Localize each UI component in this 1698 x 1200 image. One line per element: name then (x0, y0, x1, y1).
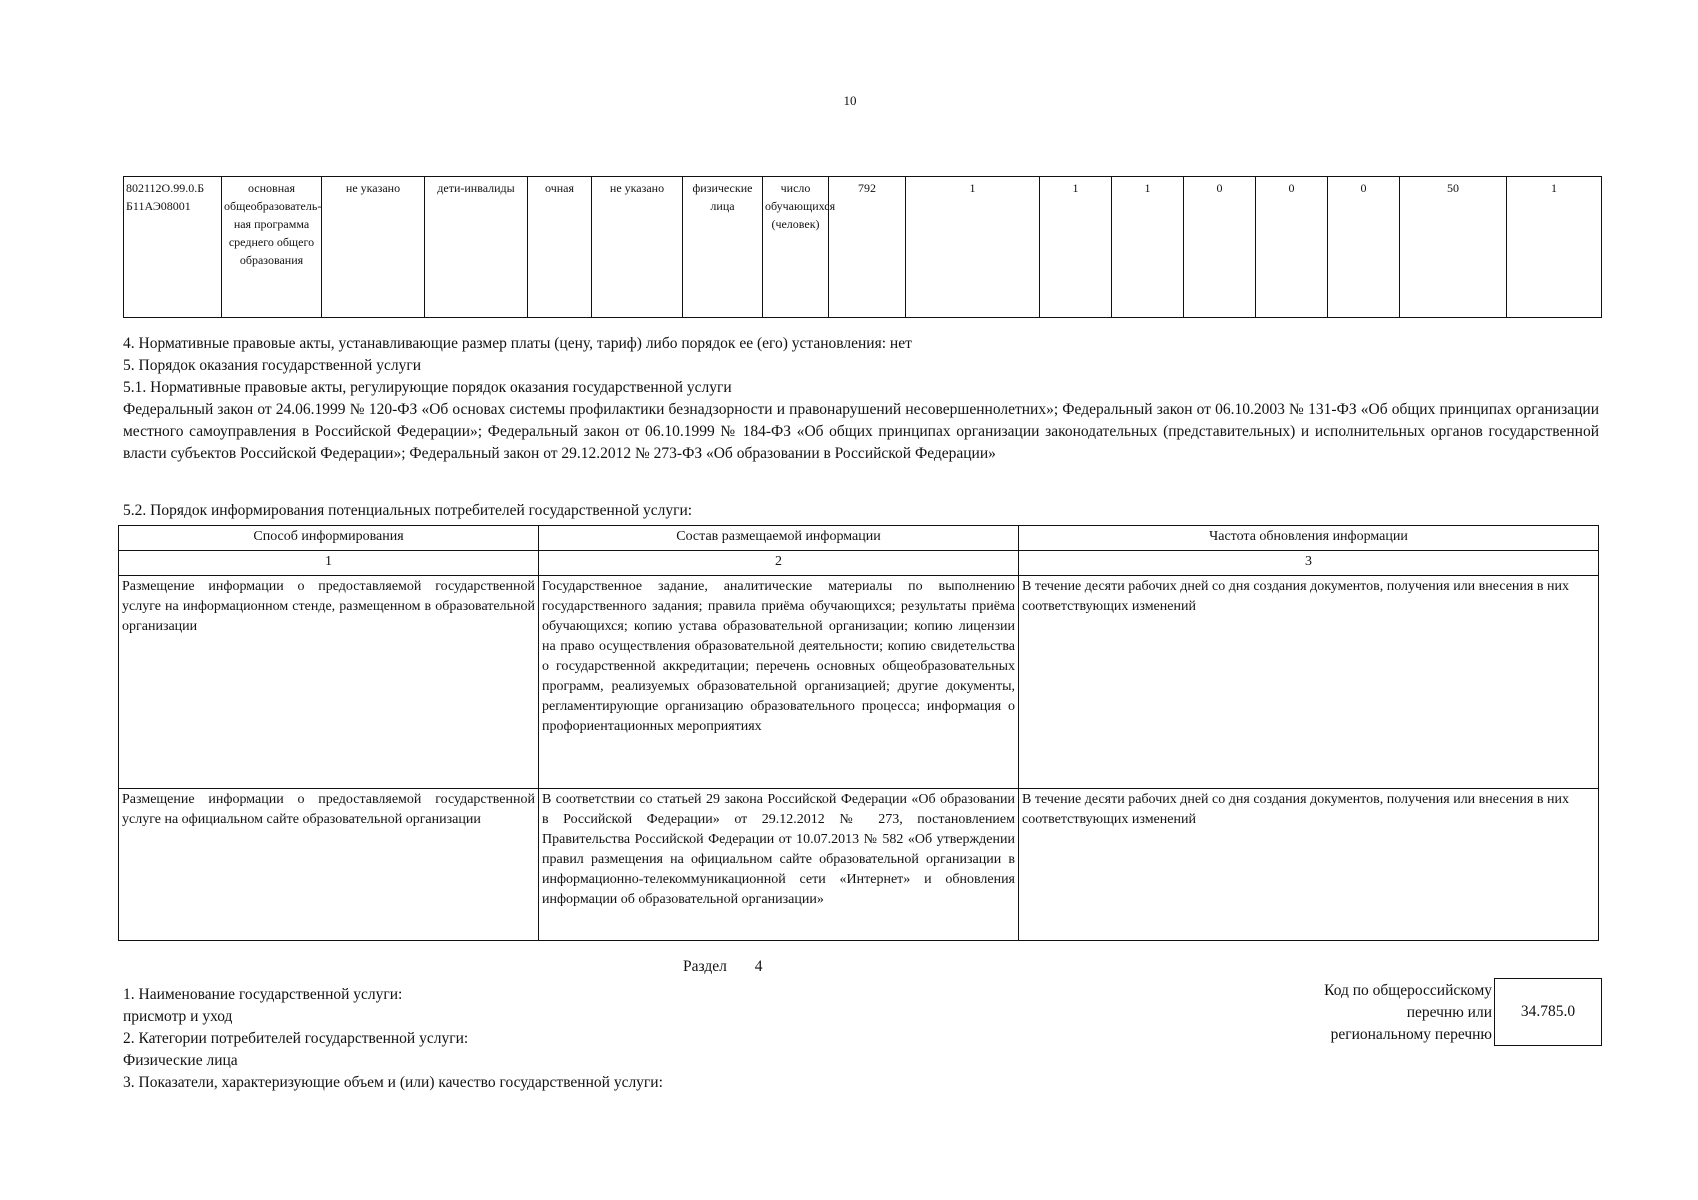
value-cell: 1 (1112, 177, 1184, 318)
method-cell: Размещение информации о предоставляемой государственной услуге на официальном сайте образовательной организации (119, 789, 539, 941)
table-row (119, 789, 1599, 941)
table-cell: не указано (592, 177, 683, 318)
column-header: Частота обновления информации (1019, 526, 1599, 551)
value-cell: 1 (906, 177, 1040, 318)
column-header: Способ информирования (119, 526, 539, 551)
page-number: 10 (843, 93, 857, 108)
registry-code-label (1270, 980, 1492, 1046)
content-cell: Государственное задание, аналитические материалы по выполнению государственного задания; правила приёма обучающихся; результаты приёма обучающихся; копию устава образовательной организации; копию лицензии на право осуществления образовательной деятельности; копию свидетельства о государственной аккредитации; перечень основных общеобразовательных программ, реализуемых образовательной организацией; другие документы, регламентирующие организацию образовательного процесса; информация о профориентационных мероприятиях (539, 576, 1019, 789)
registry-code-cell: 802112О.99.0.Б Б11АЭ08001 (124, 177, 222, 318)
section-label: Раздел (683, 958, 727, 975)
service-name-label: 1. Наименование государственной услуги: (123, 986, 403, 1003)
code-label-line: перечню или (1406, 1004, 1492, 1021)
section-heading (683, 958, 762, 976)
registry-code-value: 34.785.0 (1520, 1003, 1576, 1020)
table-row (124, 177, 1602, 318)
method-cell: Размещение информации о предоставляемой государственной услуге на информационном стенде, размещенном в образовательной организации (119, 576, 539, 789)
table-cell: не указано (322, 177, 425, 318)
value-cell: 50 (1400, 177, 1507, 318)
value-cell: 1 (1507, 177, 1602, 318)
form-cell: очная (528, 177, 592, 318)
frequency-cell: В течение десяти рабочих дней со дня создания документов, получения или внесения в них соответствующих изменений (1019, 789, 1599, 941)
consumer-cell: физические лица (683, 177, 763, 318)
table-number-row (119, 551, 1599, 576)
consumer-category-label: 2. Категории потребителей государственной услуги: (123, 1030, 469, 1047)
law-list: Федеральный закон от 24.06.1999 № 120-ФЗ «Об основах системы профилактики безнадзорности и правонарушений несовершеннолетних»; Федеральный закон от 06.10.2003 № 131-ФЗ «Об общих принципах организации местного самоуправления в Российской Федерации»; Федеральный закон от 06.10.1999 № 184-ФЗ «Об общих принципах организации законодательных (представительных) и исполнительных органов государственной власти субъектов Российской Федерации»; Федеральный закон от 29.12.2012 № 273-ФЗ «Об образовании в Российской Федерации» (123, 401, 1599, 462)
service-name-value: присмотр и уход (123, 1008, 233, 1025)
code-label-line: региональному перечню (1330, 1026, 1492, 1043)
paragraph-5-2: 5.2. Порядок информирования потенциальных потребителей государственной услуги: (123, 502, 693, 519)
column-header: Состав размещаемой информации (539, 526, 1019, 551)
column-number: 2 (539, 551, 1019, 576)
code-label-line: Код по общероссийскому (1324, 982, 1492, 999)
column-number: 1 (119, 551, 539, 576)
informing-table (118, 525, 1599, 941)
table-row (119, 576, 1599, 789)
value-cell: 0 (1328, 177, 1400, 318)
paragraph-4: 4. Нормативные правовые акты, устанавливающие размер платы (цену, тариф) либо порядок ее (его) установления: нет (123, 335, 912, 352)
paragraph-5: 5. Порядок оказания государственной услуги (123, 357, 421, 374)
frequency-cell: В течение десяти рабочих дней со дня создания документов, получения или внесения в них соответствующих изменений (1019, 576, 1599, 789)
service-volume-table (123, 176, 1602, 318)
value-cell: 0 (1184, 177, 1256, 318)
consumer-category-value: Физические лица (123, 1052, 238, 1069)
content-cell: В соответствии со статьей 29 закона Российской Федерации «Об образовании в Российской Федерации» от 29.12.2012 № 273, постановлением Правительства Российской Федерации от 10.07.2013 № 582 «Об утверждении правил размещения на официальном сайте образовательной организации в информационно-телекоммуникационной сети «Интернет» и обновления информации об образовательной организации» (539, 789, 1019, 941)
indicator-cell: число обучающихся (человек) (763, 177, 829, 318)
registry-code-box (1494, 978, 1602, 1046)
value-cell: 1 (1040, 177, 1112, 318)
table-header-row (119, 526, 1599, 551)
paragraph-5-1: 5.1. Нормативные правовые акты, регулирующие порядок оказания государственной услуги (123, 379, 732, 396)
okei-code-cell: 792 (829, 177, 906, 318)
column-number: 3 (1019, 551, 1599, 576)
section-number: 4 (754, 958, 763, 975)
category-cell: дети-инвалиды (425, 177, 528, 318)
program-cell: основная общеобразовательная программа среднего общего образования (222, 177, 322, 318)
indicators-label: 3. Показатели, характеризующие объем и (или) качество государственной услуги: (123, 1074, 663, 1091)
value-cell: 0 (1256, 177, 1328, 318)
